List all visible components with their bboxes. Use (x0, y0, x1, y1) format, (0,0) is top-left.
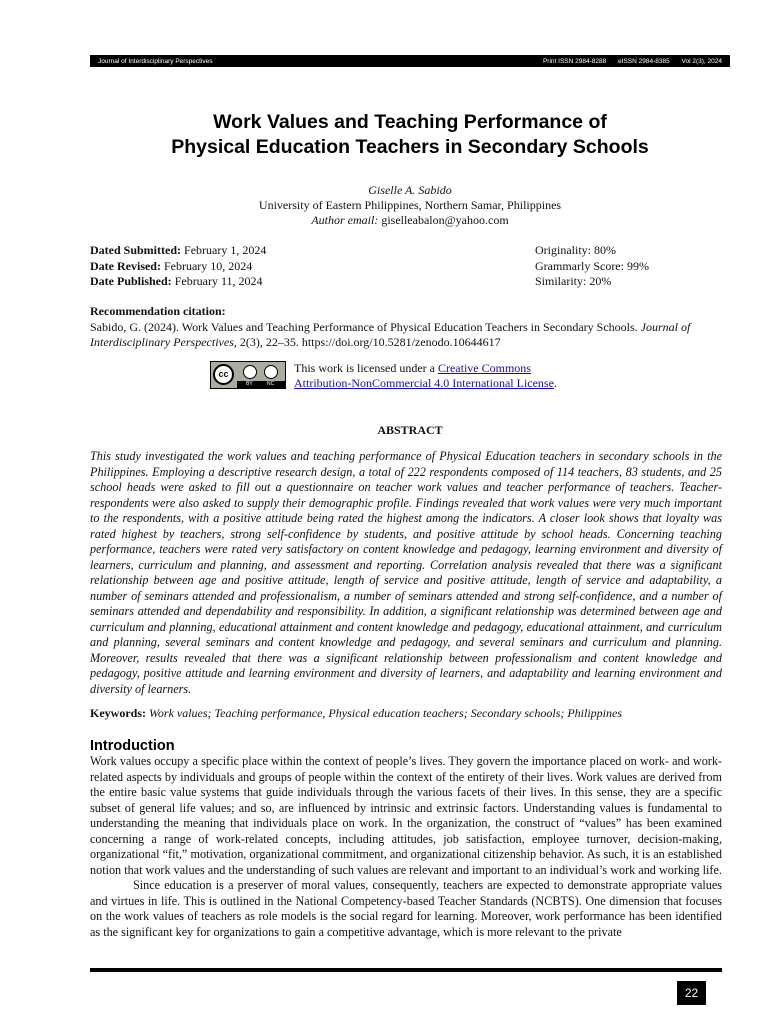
citation-journal: Journal of Interdisciplinary Perspectives (90, 319, 691, 349)
page-number: 22 (677, 981, 706, 1005)
citation-label: Recommendation citation: (90, 304, 226, 318)
keywords-line (90, 706, 730, 721)
author-email-line (311, 213, 508, 227)
badge-nc-label: NC (267, 381, 275, 387)
cc-icon: cc (213, 364, 234, 385)
badge-by-label: BY (246, 381, 253, 387)
author-name: Giselle A. Sabido (368, 183, 452, 197)
abstract-text: This study investigated the work values and teaching performance of Physical Education teachers in secondary schools in the Philippines. Employing a descriptive research design, a total of 222 respondents composed of 114 teachers, 83 students, and 25 school heads were asked to fill out a questionnaire on teacher work values and teacher performance of teachers. Teacher-respondents were also asked to supply their demographic profile. Findings revealed that work values were very much important to the respondents, with a positive attitude being rated the highest among the indicators. A closer look shows that loyalty was rated highest by teachers, strong self-confidence by students, and positive attitude by school heads. Concerning teaching performance, teachers were rated very satisfactory on content knowledge and pedagogy, learning environment and diversity of learners, curriculum and planning, and assessment and reporting. Correlation analysis revealed that there was a significant relationship between age and positive attitude, length of service and positive attitude, length of service and adaptability, a number of seminars attended and professionalism, a number of seminars attended and strong self-confidence, and a number of seminars attended and dependability and responsibility. In addition, a significant relationship was determined between age and curriculum and planning, educational attainment and content knowledge and pedagogy, educational attainment, and curriculum and planning, several seminars and content knowledge and pedagogy, and several seminars and curriculum and planning. Moreover, results revealed that there was a significant relationship between professionalism and content knowledge and pedagogy, positive attitude and learning environment and diversity of learners, and adaptability and learning environment and diversity of learners. (90, 449, 722, 696)
keywords-label: Keywords: (90, 706, 146, 720)
date-revised: Date Revised: February 10, 2024 (90, 258, 253, 273)
author-block (90, 183, 730, 228)
badge-strip (237, 381, 285, 388)
noncommercial-icon (264, 365, 278, 379)
introduction-body (90, 754, 722, 940)
author-email-label: Author email: (311, 213, 379, 227)
introduction-heading: Introduction (90, 738, 175, 754)
footer-rule (90, 968, 722, 972)
cc-by-nc-badge[interactable] (210, 361, 286, 389)
intro-paragraph-1: Work values occupy a specific place within the context of people’s lives. They govern the importance placed on work- and work-related aspects by individuals and groups of people within the context of the entirety of their lives. Work values are derived from the entire basic value systems that guide individuals through the various facets of their lives. In this sense, they are a specific subset of general life values; and so, are influenced by intrinsic and extrinsic factors. Understanding values is fundamental to understanding the meaning that individuals place on work. In the organization, the construct of “values” has been examined concerning a range of work-related concepts, including attitudes, job satisfaction, employee turnover, decision-making, organizational “fit,” motivation, organizational commitment, and organizational citizenship behavior. As such, it is an established notion that work values and the understanding of such values are relevant and important to an individual’s work and working life. (90, 754, 722, 877)
title-line-1: Work Values and Teaching Performance of (213, 111, 607, 133)
eissn: eISSN 2984-8385 (618, 57, 670, 65)
paper-title (90, 110, 730, 160)
journal-header-bar (90, 55, 730, 67)
print-issn: Print ISSN 2984-8288 (542, 57, 607, 65)
keywords-text: Work values; Teaching performance, Physical education teachers; Secondary schools; Philippines (149, 706, 623, 720)
quality-scores (535, 243, 649, 290)
publication-dates (90, 243, 266, 290)
license-link-line-1[interactable]: Creative Commons (437, 361, 531, 375)
citation-doi: , 2(3), 22–35. https://doi.org/10.5281/zenodo.10644617 (233, 335, 501, 349)
license-block (210, 361, 630, 391)
similarity-score: Similarity: 20% (535, 274, 612, 288)
author-affiliation: University of Eastern Philippines, Northern Samar, Philippines (258, 198, 562, 212)
recommendation-citation (90, 304, 730, 351)
volume: Vol 2(3), 2024 (681, 57, 722, 65)
attribution-icon (243, 365, 257, 379)
author-email: giselleabalon@yahoo.com (381, 213, 509, 227)
abstract-heading: ABSTRACT (377, 423, 443, 437)
citation-text: Sabido, G. (2024). Work Values and Teaching Performance of Physical Education Teachers in Secondary Schools. (90, 319, 641, 334)
date-submitted: Dated Submitted: February 1, 2024 (90, 243, 267, 257)
license-link-line-2[interactable]: Attribution-NonCommercial 4.0 International License (294, 376, 554, 390)
license-text: This work is licensed under a Creative Commons Attribution-NonCommercial 4.0 International License. (294, 361, 557, 390)
date-published: Date Published: February 11, 2024 (90, 274, 263, 288)
journal-name: Journal of Interdisciplinary Perspectives (98, 57, 213, 65)
title-line-2: Physical Education Teachers in Secondary Schools (171, 136, 649, 158)
intro-paragraph-2: Since education is a preserver of moral values, consequently, teachers are expected to demonstrate appropriate values and virtues in life. This is outlined in the National Competency-based Teacher Standards (NCBTS). One dimension that focuses on the work values of teachers as role models is the social regard for learning. Moreover, work performance has been identified as the significant key for organizations to gain a competitive advantage, which is more relevant to the private (90, 878, 722, 939)
issn-info (533, 58, 722, 65)
originality-score: Originality: 80% (535, 243, 616, 257)
grammarly-score: Grammarly Score: 99% (535, 258, 649, 273)
